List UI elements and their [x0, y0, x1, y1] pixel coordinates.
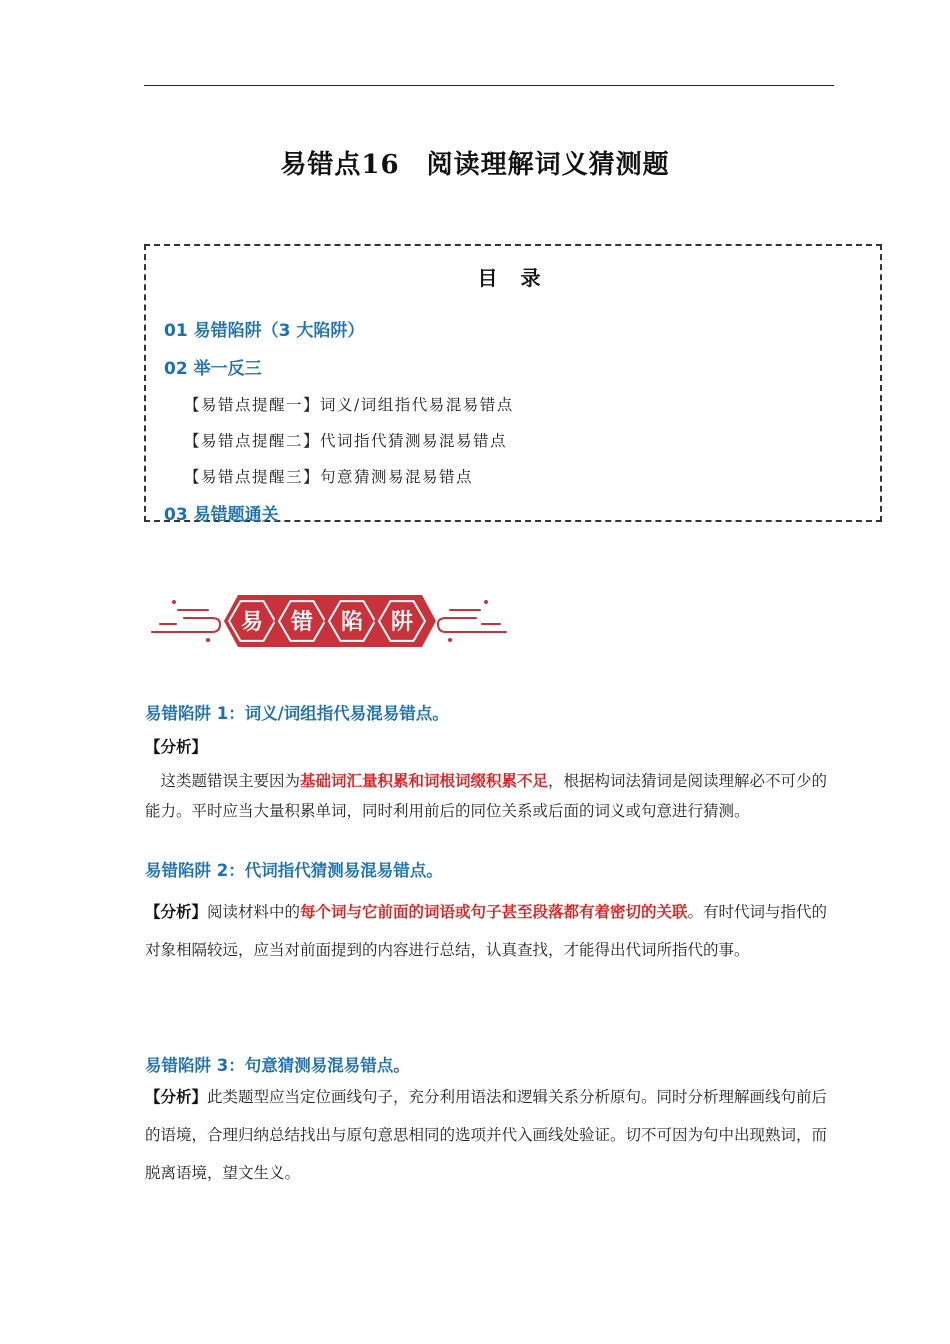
table-of-contents	[144, 244, 882, 525]
right-ornament-icon	[438, 600, 506, 642]
trap-2-text-b: 。有时代词与指代的对象相隔较远，应当对前面提到的内容进行总结，认真查找，才能得出代词所指代的事。	[145, 903, 828, 959]
trap-3-label: 【分析】	[145, 1087, 208, 1106]
header-rule	[144, 85, 834, 86]
trap-3-text: 此类题型应当定位画线句子，充分利用语法和逻辑关系分析原句。同时分析理解画线句前后的语境，合理归纳总结找出与原句意思相同的选项并代入画线处验证。切不可因为句中出现熟词，而脱离语境，望文生义。	[145, 1088, 828, 1182]
toc-item-traps[interactable]: 01 易错陷阱（3 大陷阱）	[164, 321, 365, 341]
trap-1-label: 【分析】	[145, 737, 208, 756]
toc-subitem-1[interactable]: 【易错点提醒一】词义/词组指代易混易错点	[184, 396, 514, 414]
document-title: 易错点16 阅读理解词义猜测题	[280, 150, 670, 180]
trap-2-highlight: 每个词与它前面的词语或句子甚至段落都有着密切的关联	[300, 902, 688, 921]
trap-1-title: 易错陷阱 1：词义/词组指代易混易错点。	[145, 704, 449, 723]
trap-2-paragraph	[145, 893, 840, 969]
toc-item-examples[interactable]: 02 举一反三	[164, 359, 262, 379]
banner-char: 易	[240, 610, 264, 635]
indent	[145, 772, 161, 790]
toc-subitem-3[interactable]: 【易错点提醒三】句意猜测易混易错点	[184, 468, 474, 486]
toc-heading: 目 录	[477, 266, 549, 290]
trap-2-label: 【分析】	[145, 902, 208, 921]
toc-subitem-2[interactable]: 【易错点提醒二】代词指代猜测易混易错点	[184, 432, 508, 450]
trap-3-paragraph	[145, 1078, 840, 1192]
banner-char: 阱	[390, 610, 414, 635]
toc-item-practice[interactable]: 03 易错题通关	[164, 505, 279, 525]
section-banner	[150, 588, 510, 656]
trap-1-highlight: 基础词汇量积累和词根词缀积累不足	[300, 771, 549, 790]
trap-1-paragraph	[145, 766, 840, 826]
left-ornament-icon	[152, 600, 220, 642]
banner-char: 错	[290, 610, 314, 635]
trap-3-title: 易错陷阱 3：句意猜测易混易错点。	[145, 1056, 410, 1075]
trap-2-title: 易错陷阱 2：代词指代猜测易混易错点。	[145, 861, 443, 880]
trap-2-text-a: 阅读材料中的	[207, 903, 301, 921]
banner-char: 陷	[340, 610, 364, 635]
trap-1-text-b: ，根据构词法猜词是阅读理解必不可少的能力。平时应当大量积累单词，同时利用前后的同位关系或后面的词义或句意进行猜测。	[145, 772, 828, 820]
trap-1-text-a: 这类题错误主要因为	[160, 772, 301, 790]
